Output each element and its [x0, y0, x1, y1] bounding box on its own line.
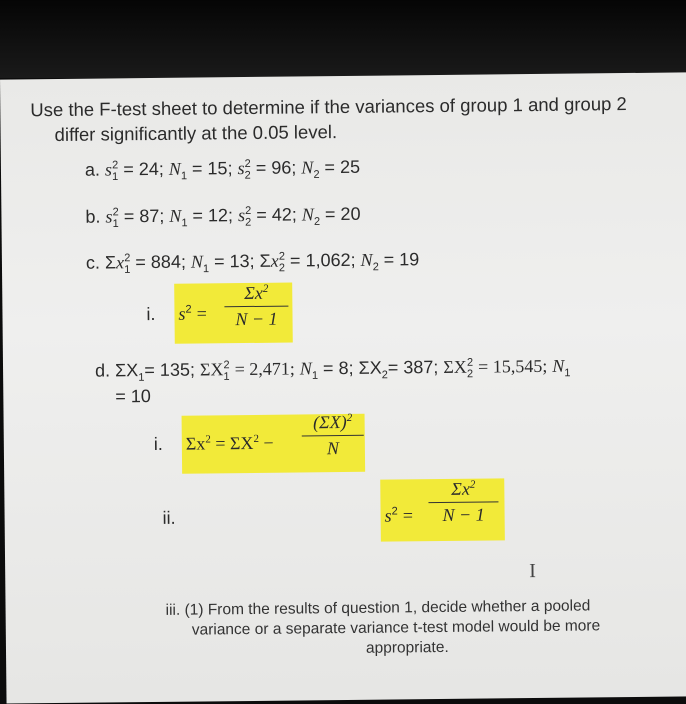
item-c-n1: 13	[229, 250, 250, 272]
item-a-s2: 96	[271, 157, 292, 178]
item-a-n2: 25	[339, 156, 361, 178]
formula-ii-numerator: Σx	[451, 478, 471, 499]
item-d-n2: = 10	[115, 386, 151, 407]
item-b-s2: 42	[271, 204, 292, 225]
formula-c-numerator: Σx	[244, 282, 263, 304]
item-c: c. $\Sigma x_1^2 = 884$; $N_1 = 13$; $\Sigma x_2^2 = 1,062$; $N_2 = 19$	[85, 249, 420, 276]
item-a-s1: 24	[138, 158, 159, 180]
text-cursor-icon: I	[529, 560, 536, 583]
item-b-s1: 87	[139, 205, 160, 227]
item-d-sum-x2-sq: 15,545	[492, 355, 543, 377]
item-d-n1: 8	[338, 357, 349, 379]
formula-c-denominator: N − 1	[235, 308, 278, 330]
formula-ii-label: ii.	[162, 507, 176, 528]
item-a-label: a.	[84, 159, 101, 180]
item-c-sx1: 884	[150, 251, 182, 273]
formula-d-label: i.	[153, 433, 163, 455]
item-d-sum-x2: 387	[403, 357, 434, 378]
photo-background	[0, 0, 686, 78]
item-b: b. $s_1^2 = 87$; $N_1 = 12$; $s_2^2 = 42$; $N_2 = 20$	[85, 203, 361, 231]
item-c-n2: 19	[399, 249, 420, 270]
formula-c-lhs: $s^2$ =	[178, 303, 207, 324]
part-iii-line-3: appropriate.	[365, 638, 449, 657]
formula-d-numerator: (ΣX)	[312, 411, 347, 433]
formula-ii-fraction: $\Sigma x^2$ N − 1	[428, 478, 498, 526]
question-line-2: differ significantly at the 0.05 level.	[54, 121, 338, 146]
formula-c-label: i.	[146, 303, 156, 325]
formula-d-lhs: $\Sigma x^2 = \Sigma X^2$ −	[185, 432, 274, 454]
formula-c-fraction: $\Sigma x^2$ N − 1	[224, 283, 288, 331]
item-c-sx2: 1,062	[305, 249, 351, 271]
formula-d-denominator: N	[326, 438, 340, 459]
item-a: a. $s_1^2 = 24$; $N_1 = 15$; $s_2^2 = 96$; $N_2 = 25$	[84, 156, 361, 184]
item-b-n2: 20	[340, 203, 361, 225]
item-a-n1: 15	[207, 158, 228, 179]
item-c-label: c.	[85, 252, 101, 273]
formula-d-fraction: $(\Sigma X)^2$ N	[302, 412, 364, 460]
item-d-label: d.	[94, 360, 111, 381]
item-d-sum-x1: 135	[159, 359, 191, 380]
item-b-label: b.	[85, 206, 101, 227]
question-line-1: Use the F-test sheet to determine if the variances of group 1 and group 2	[30, 93, 627, 121]
part-iii-line-2: variance or a separate variance t-test model would be more	[191, 617, 601, 639]
formula-ii-denominator: N − 1	[442, 504, 485, 525]
item-d-sum-x1-sq: 2,471	[249, 358, 290, 379]
item-b-n1: 12	[207, 205, 229, 226]
item-d: d. $\Sigma X_1= 135$; $\Sigma X_1^2 = 2,471$; $N_1 = 8$; $\Sigma X_2= 387$; $\Sigma X_2^2 = 15,545$; $N_1$	[94, 355, 571, 384]
worksheet-page	[0, 72, 686, 703]
part-iii-line-1: iii. (1) From the results of question 1, decide whether a pooled	[165, 597, 591, 619]
formula-ii-lhs: $s^2$ =	[384, 505, 414, 526]
